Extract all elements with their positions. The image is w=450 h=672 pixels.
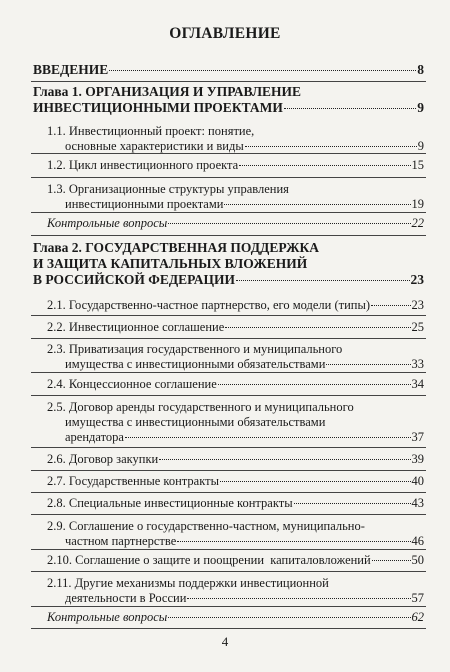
- entry-page: 50: [411, 553, 424, 567]
- dot-leader: [245, 146, 417, 147]
- dot-leader: [326, 364, 410, 365]
- toc-entry-section-2-1[interactable]: [0, 298, 450, 313]
- entry-title: 1.1. Инвестиционный проект: понятие,: [47, 124, 255, 138]
- entry-page: 9: [417, 139, 424, 153]
- entry-title: арендатора: [65, 430, 124, 444]
- divider: [31, 549, 426, 550]
- entry-title: 2.9. Соглашение о государственно-частном, муниципально-: [47, 519, 365, 533]
- entry-title: Глава 1. ОРГАНИЗАЦИЯ И УПРАВЛЕНИЕ: [33, 84, 302, 99]
- entry-title: деятельности в России: [65, 591, 187, 605]
- toc-entry-chapter-1[interactable]: [0, 84, 450, 116]
- dot-leader: [371, 305, 410, 306]
- entry-page: 15: [411, 158, 424, 172]
- entry-page: 39: [411, 452, 424, 466]
- toc-entry-section-2-3[interactable]: [0, 342, 450, 372]
- dot-leader: [284, 108, 416, 109]
- divider: [31, 212, 426, 213]
- entry-title: И ЗАЩИТА КАПИТАЛЬНЫХ ВЛОЖЕНИЙ: [33, 256, 308, 271]
- divider: [31, 338, 426, 339]
- entry-title: 1.2. Цикл инвестиционного проекта: [47, 158, 239, 172]
- entry-title: Контрольные вопросы: [47, 216, 168, 230]
- divider: [31, 235, 426, 236]
- toc-entry-section-2-6[interactable]: [0, 452, 450, 467]
- divider: [31, 492, 426, 493]
- divider: [31, 470, 426, 471]
- dot-leader: [168, 617, 410, 618]
- entry-title: 2.4. Концессионное соглашение: [47, 377, 217, 391]
- dot-leader: [187, 598, 410, 599]
- toc-entry-section-2-8[interactable]: [0, 496, 450, 511]
- toc-entry-section-1-3[interactable]: [0, 182, 450, 212]
- dot-leader: [372, 560, 411, 561]
- dot-leader: [294, 503, 411, 504]
- divider: [31, 395, 426, 396]
- entry-title: В РОССИЙСКОЙ ФЕДЕРАЦИИ: [33, 272, 235, 287]
- dot-leader: [159, 459, 410, 460]
- entry-title: ИНВЕСТИЦИОННЫМИ ПРОЕКТАМИ: [33, 100, 283, 115]
- divider: [31, 372, 426, 373]
- entry-title: 2.2. Инвестиционное соглашение: [47, 320, 225, 334]
- entry-title: Глава 2. ГОСУДАРСТВЕННАЯ ПОДДЕРЖКА: [33, 240, 319, 255]
- entry-title: 2.1. Государственно-частное партнерство, его модели (типы): [47, 298, 371, 312]
- entry-page: 37: [411, 430, 424, 444]
- dot-leader: [224, 204, 410, 205]
- divider: [31, 571, 426, 572]
- entry-page: 9: [417, 100, 424, 115]
- divider: [31, 606, 426, 607]
- dot-leader: [177, 541, 410, 542]
- toc-entry-section-2-9[interactable]: [0, 519, 450, 549]
- toc-entry-section-1-2[interactable]: [0, 158, 450, 173]
- entry-page: 33: [411, 357, 424, 371]
- entry-page: 8: [417, 62, 424, 77]
- toc-entry-section-2-11[interactable]: [0, 576, 450, 606]
- entry-title: имущества с инвестиционными обязательствами: [65, 357, 326, 371]
- toc-entry-section-2-5[interactable]: [0, 400, 450, 445]
- toc-entry-questions-1[interactable]: [0, 216, 450, 231]
- entry-title: 1.3. Организационные структуры управления: [47, 182, 289, 196]
- toc-entry-section-2-10[interactable]: [0, 553, 450, 568]
- toc-entry-section-1-1[interactable]: [0, 124, 450, 154]
- entry-title: Контрольные вопросы: [47, 610, 168, 624]
- page-number: 4: [221, 634, 229, 649]
- entry-title: основные характеристики и виды: [65, 139, 244, 153]
- toc-entry-section-2-2[interactable]: [0, 320, 450, 335]
- entry-title: 2.10. Соглашение о защите и поощрении капиталовложений: [47, 553, 371, 567]
- divider: [31, 628, 426, 629]
- entry-page: 22: [411, 216, 424, 230]
- entry-title: 2.3. Приватизация государственного и муниципального: [47, 342, 343, 356]
- divider: [31, 153, 426, 154]
- entry-title: 2.8. Специальные инвестиционные контракты: [47, 496, 293, 510]
- entry-page: 46: [411, 534, 424, 548]
- toc-entry-chapter-2[interactable]: [0, 240, 450, 288]
- entry-title: частном партнерстве: [65, 534, 177, 548]
- entry-title: 2.7. Государственные контракты: [47, 474, 219, 488]
- entry-title: 2.5. Договор аренды государственного и муниципального: [47, 400, 354, 414]
- dot-leader: [168, 223, 410, 224]
- divider: [31, 315, 426, 316]
- dot-leader: [239, 165, 410, 166]
- entry-title: ВВЕДЕНИЕ: [33, 62, 109, 77]
- toc-entry-questions-2[interactable]: [0, 610, 450, 625]
- divider: [31, 81, 426, 82]
- toc-entry-section-2-4[interactable]: [0, 377, 450, 392]
- entry-page: 19: [411, 197, 424, 211]
- entry-page: 34: [411, 377, 424, 391]
- entry-page: 40: [411, 474, 424, 488]
- toc-entry-introduction[interactable]: [0, 62, 450, 77]
- dot-leader: [218, 384, 411, 385]
- entry-title: 2.11. Другие механизмы поддержки инвестиционной: [47, 576, 329, 590]
- toc-entry-section-2-7[interactable]: [0, 474, 450, 489]
- divider: [31, 177, 426, 178]
- entry-title: имущества с инвестиционными обязательствами: [65, 415, 326, 429]
- divider: [31, 447, 426, 448]
- entry-page: 62: [411, 610, 424, 624]
- dot-leader: [125, 437, 411, 438]
- entry-title: 2.6. Договор закупки: [47, 452, 159, 466]
- entry-page: 23: [410, 272, 424, 287]
- toc-title: ОГЛАВЛЕНИЕ: [169, 25, 281, 42]
- entry-page: 43: [411, 496, 424, 510]
- dot-leader: [236, 280, 410, 281]
- dot-leader: [225, 327, 410, 328]
- entry-page: 57: [411, 591, 424, 605]
- entry-page: 25: [411, 320, 424, 334]
- dot-leader: [109, 70, 416, 71]
- entry-page: 23: [411, 298, 424, 312]
- divider: [31, 514, 426, 515]
- entry-title: инвестиционными проектами: [65, 197, 224, 211]
- dot-leader: [220, 481, 411, 482]
